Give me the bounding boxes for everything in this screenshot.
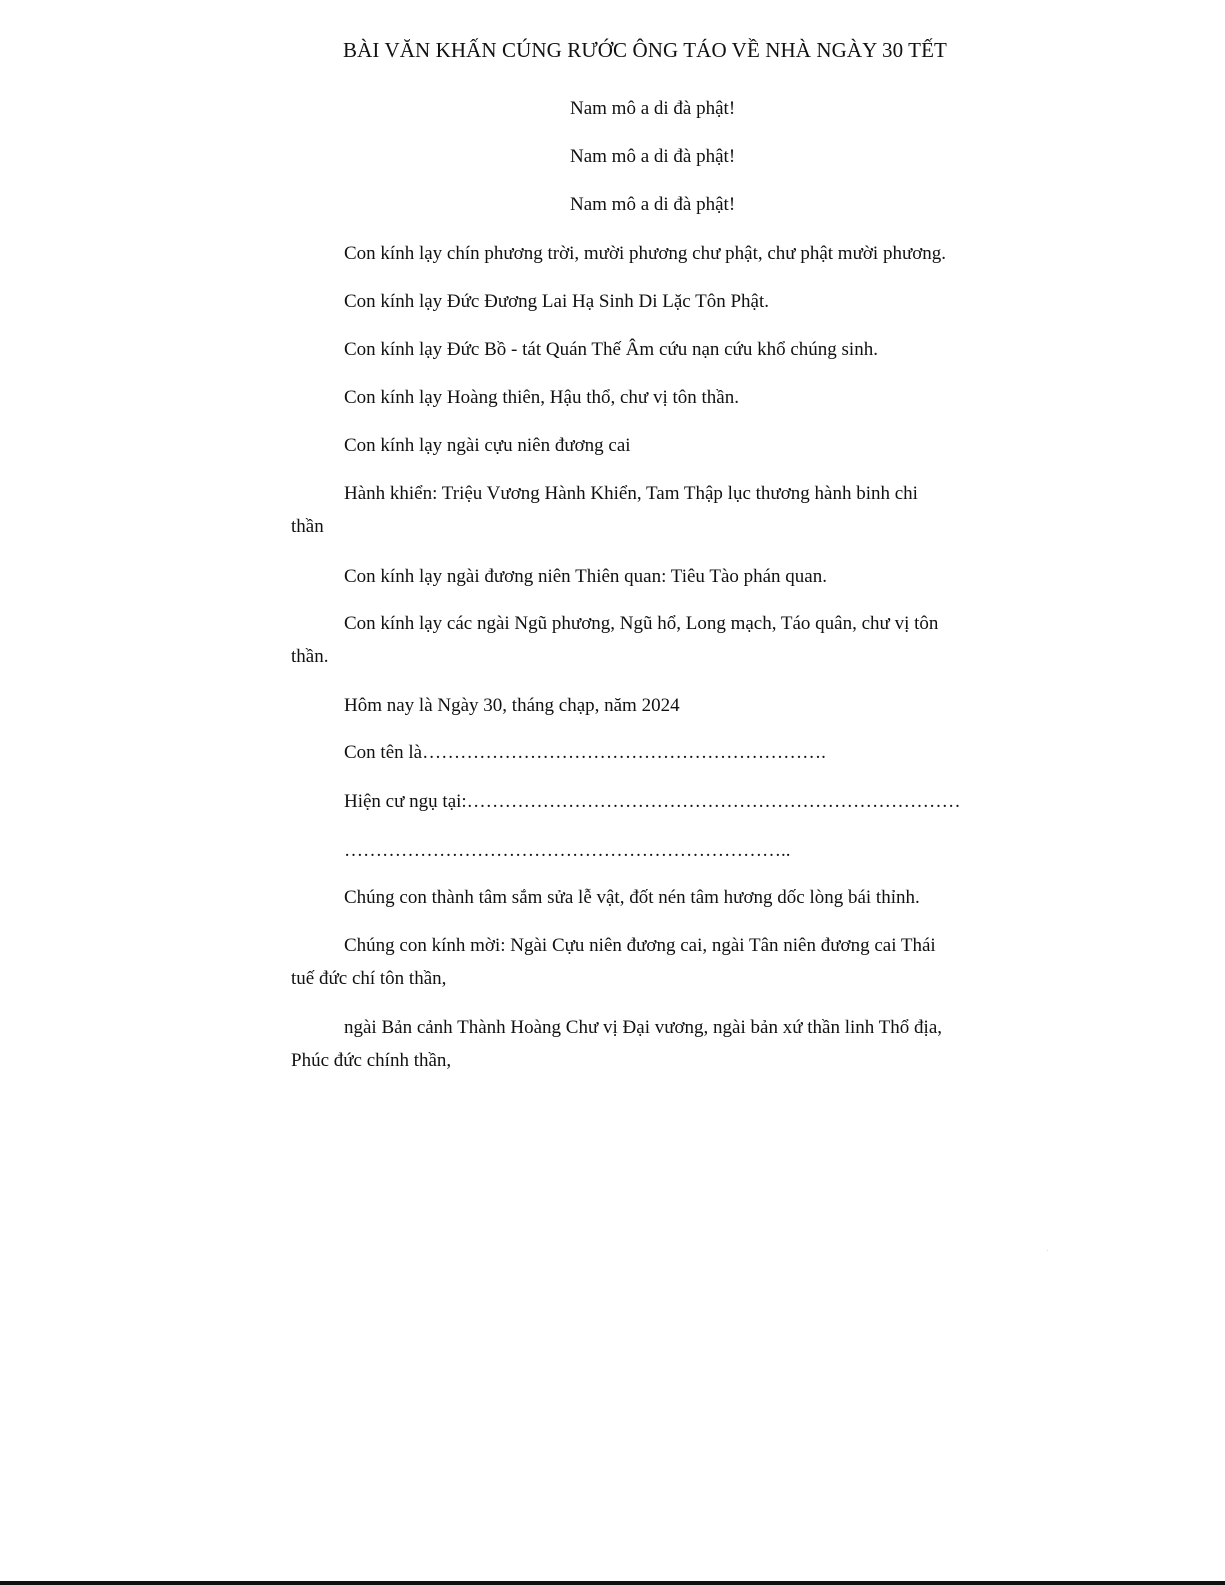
prayer-paragraph: Con kính lạy Đức Đương Lai Hạ Sinh Di Lặc Tôn Phật. <box>344 291 770 312</box>
prayer-paragraph: ngài Bản cảnh Thành Hoàng Chư vị Đại vương, ngài bản xứ thần linh Thổ địa, Phúc đức chính thần, <box>291 1017 942 1071</box>
document-title: BÀI VĂN KHẤN CÚNG RƯỚC ÔNG TÁO VỀ NHÀ NGÀY 30 TẾT <box>343 38 947 62</box>
prayer-paragraph: Con kính lạy các ngài Ngũ phương, Ngũ hổ, Long mạch, Táo quân, chư vị tôn thần. <box>291 613 939 667</box>
prayer-paragraph: Chúng con kính mời: Ngài Cựu niên đương cai, ngài Tân niên đương cai Thái tuế đức chí tôn thần, <box>291 935 936 989</box>
prayer-paragraph: Chúng con thành tâm sắm sửa lễ vật, đốt nén tâm hương dốc lòng bái thỉnh. <box>344 887 920 908</box>
invocation-line: Nam mô a di đà phật! <box>570 98 736 119</box>
name-blank-line: Con tên là………………………………………………………. <box>344 742 826 763</box>
prayer-paragraph: Con kính lạy Đức Bồ - tát Quán Thế Âm cứu nạn cứu khổ chúng sinh. <box>344 339 878 360</box>
page-bottom-edge <box>0 1581 1225 1585</box>
prayer-paragraph: Con kính lạy Hoàng thiên, Hậu thổ, chư vị tôn thần. <box>344 387 739 408</box>
date-line: Hôm nay là Ngày 30, tháng chạp, năm 2024 <box>344 695 680 716</box>
address-continuation-line: …………………………………………………………….. <box>344 840 791 861</box>
address-blank-line: Hiện cư ngụ tại:…………………………………………………………………… <box>344 791 961 812</box>
prayer-paragraph: Hành khiển: Triệu Vương Hành Khiển, Tam Thập lục thương hành binh chi thần <box>291 483 918 537</box>
prayer-paragraph: Con kính lạy chín phương trời, mười phương chư phật, chư phật mười phương. <box>344 243 947 264</box>
invocation-line: Nam mô a di đà phật! <box>570 194 736 215</box>
prayer-paragraph: Con kính lạy ngài cựu niên đương cai <box>344 435 631 456</box>
scan-speck <box>1047 1250 1048 1251</box>
invocation-line: Nam mô a di đà phật! <box>570 146 736 167</box>
prayer-paragraph: Con kính lạy ngài đương niên Thiên quan: Tiêu Tào phán quan. <box>344 566 827 587</box>
